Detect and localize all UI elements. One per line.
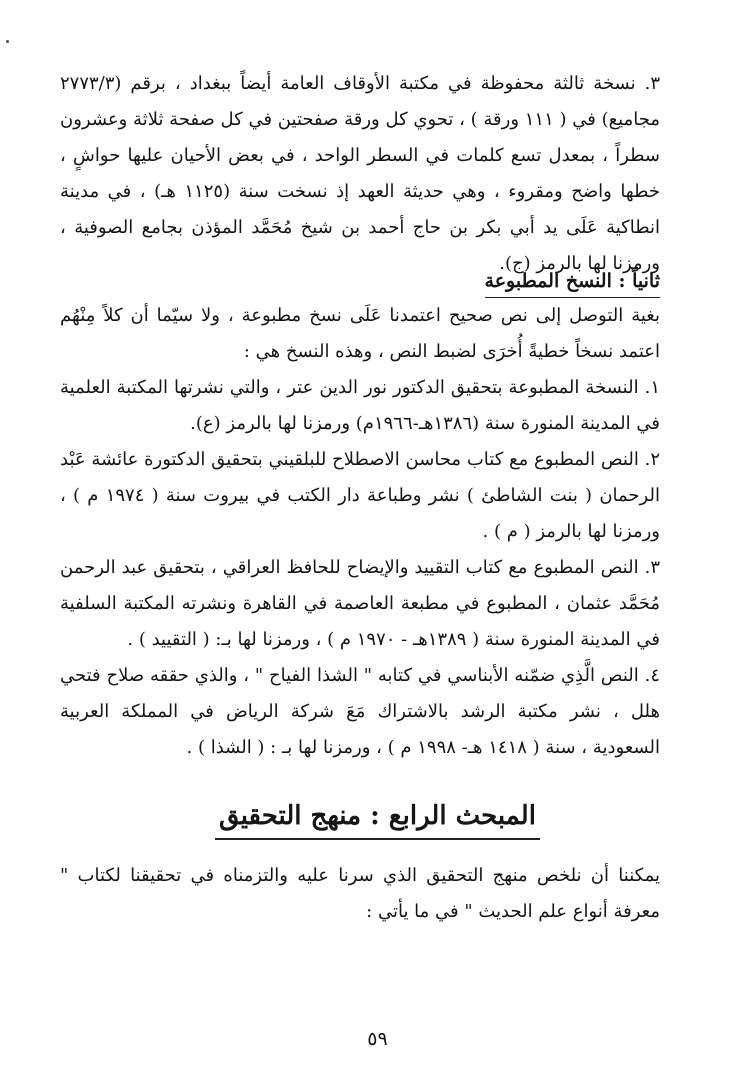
printed-item-4-text: ٤. النص الَّذِي ضمّنه الأبناسي في كتابه " الشذا الفياح " ، والذي حققه صلاح فتحي هلل ، نشر مكتبة الرشد بالاشتراك مَعَ شركة الرياض في المملكة العربية السعودية ، سنة ( ١٤١٨ هـ- ١٩٩٨ م ) ، ورمزنا لها بـ : ( الشذا ) . (60, 665, 660, 758)
section-title-wrapper (0, 796, 755, 840)
printed-copies-intro-text: بغية التوصل إلى نص صحيح اعتمدنا عَلَى نسخ مطبوعة ، ولا سيّما أن كلاً مِنْهُم اعتمد نسخاً خطيةً أُخرَى لضبط النص ، وهذه النسخ هي : (60, 305, 660, 362)
manuscript-item-3 (60, 66, 660, 282)
printed-item-4 (60, 658, 660, 766)
printed-item-1 (60, 370, 660, 442)
printed-item-3 (60, 550, 660, 658)
printed-copies-heading: ثانياً : النسخ المطبوعة (485, 266, 660, 298)
page-number: ٥٩ (367, 1028, 388, 1050)
manuscript-item-3-text: ٣. نسخة ثالثة محفوظة في مكتبة الأوقاف العامة أيضاً ببغداد ، برقم (٢٧٧٣/٣ مجاميع) في ( ١١١ ورقة ) ، تحوي كل ورقة صفحتين في كل صفحة ثلاثة وعشرون سطراً ، بمعدل تسع كلمات في السطر الواحد ، في بعض الأحيان عليها حواشٍ ، خطها واضح ومقروء ، وهي حديثة العهد إذ نسخت سنة (١١٢٥ هـ) ، في مدينة انطاكية عَلَى يد أبي بكر بن حاج أحمد بن شيخ مُحَمَّد المؤذن بجامع الصوفية ، ورمزنا لها بالرمز (ج). (59, 73, 660, 274)
printed-item-3-text: ٣. النص المطبوع مع كتاب التقييد والإيضاح للحافظ العراقي ، بتحقيق عبد الرحمن مُحَمَّد عثمان ، المطبوع في مطبعة العاصمة في القاهرة ونشرته المكتبة السلفية في المدينة المنورة سنة ( ١٣٨٩هـ - ١٩٧٠ م ) ، ورمزنا لها بـ: ( التقييد ) . (60, 557, 660, 650)
printed-item-1-text: ١. النسخة المطبوعة بتحقيق الدكتور نور الدين عتر ، والتي نشرتها المكتبة العلمية في المدينة المنورة سنة (١٣٨٦هـ-١٩٦٦م) ورمزنا لها بالرمز (ع). (60, 377, 660, 434)
section-body (60, 858, 660, 930)
section-title: المبحث الرابع : منهج التحقيق (215, 796, 540, 840)
printed-item-2 (60, 442, 660, 550)
margin-dot (6, 40, 9, 43)
printed-item-2-text: ٢. النص المطبوع مع كتاب محاسن الاصطلاح للبلقيني بتحقيق الدكتورة عائشة عَبْد الرحمان ( بنت الشاطئ ) نشر وطباعة دار الكتب في بيروت سنة ( ١٩٧٤ م ) ، ورمزنا لها بالرمز ( م ) . (60, 449, 660, 542)
printed-copies-intro (60, 298, 660, 370)
section-body-text: يمكننا أن نلخص منهج التحقيق الذي سرنا عليه والتزمناه في تحقيقنا لكتاب " معرفة أنواع علم الحديث " في ما يأتي : (60, 865, 660, 922)
